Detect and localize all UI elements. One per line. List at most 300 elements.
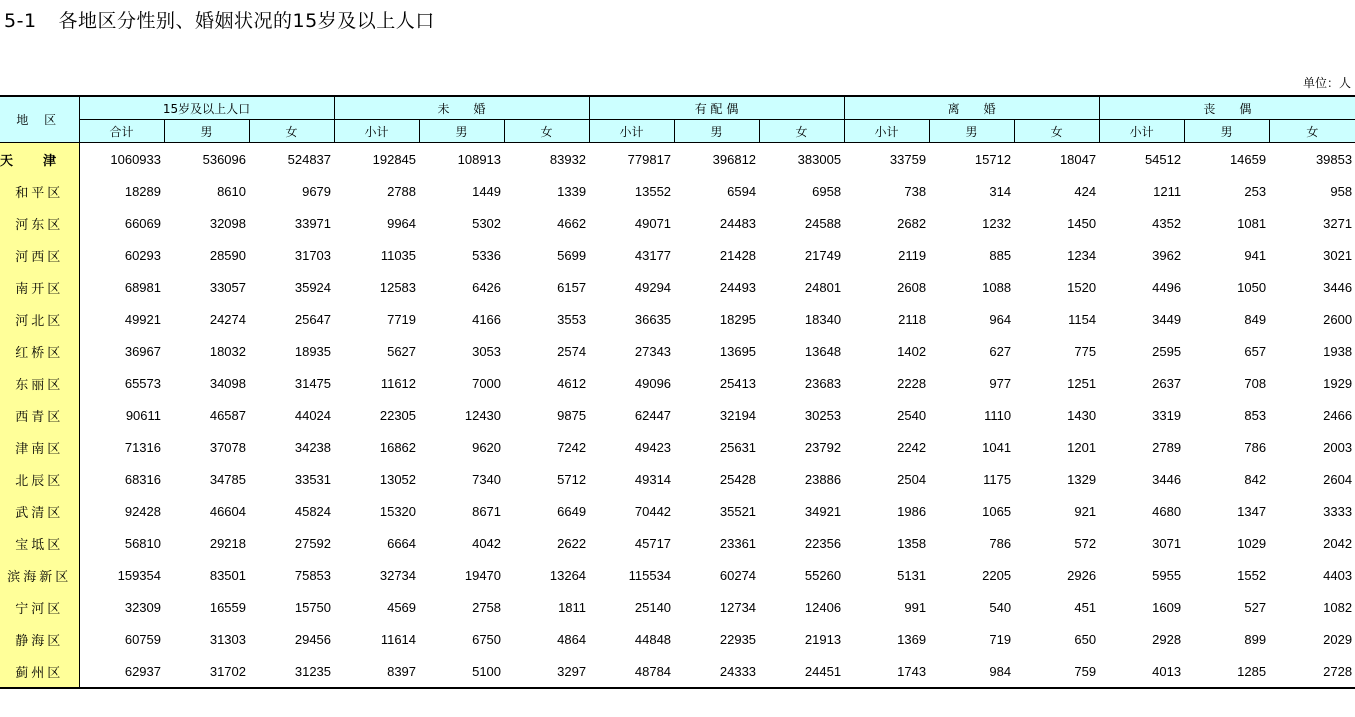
value-cell: 1065 <box>982 503 1012 519</box>
value-cell: 2504 <box>897 471 927 487</box>
header-group-row <box>0 96 1355 120</box>
value-cell: 34098 <box>209 375 246 391</box>
value-cell: 5955 <box>1152 567 1182 583</box>
value-cell: 1929 <box>1323 375 1353 391</box>
value-cell: 899 <box>1244 631 1267 647</box>
table-body <box>0 143 1355 689</box>
value-cell: 24493 <box>719 279 757 295</box>
value-cell: 18295 <box>719 311 757 327</box>
value-cell: 30253 <box>804 407 842 423</box>
value-cell: 6958 <box>812 183 842 199</box>
value-cell: 49314 <box>634 471 672 487</box>
value-cell: 31235 <box>294 663 332 679</box>
value-cell: 36635 <box>634 311 672 327</box>
value-cell: 24483 <box>719 215 757 231</box>
region-cell <box>0 143 87 176</box>
value-cell: 1234 <box>1067 247 1097 263</box>
value-cell: 62937 <box>124 663 161 679</box>
value-cell: 1520 <box>1067 279 1097 295</box>
value-cell: 4496 <box>1152 279 1182 295</box>
value-cell: 12430 <box>464 407 502 423</box>
column-header: 小计 <box>334 120 419 143</box>
value-cell: 3553 <box>557 311 587 327</box>
value-cell: 842 <box>1244 471 1267 487</box>
table-row <box>0 591 1355 623</box>
group-header-widowed: 丧 偶 <box>1099 96 1355 120</box>
value-cell: 3446 <box>1152 471 1182 487</box>
value-cell: 33531 <box>294 471 332 487</box>
value-cell: 90611 <box>125 407 161 423</box>
value-cell: 8671 <box>472 503 502 519</box>
table-row <box>0 239 1355 271</box>
value-cell: 2574 <box>557 343 587 359</box>
column-header: 男 <box>164 120 249 143</box>
value-cell: 25647 <box>294 311 332 327</box>
value-cell: 21913 <box>804 631 842 647</box>
value-cell: 708 <box>1244 375 1267 391</box>
value-cell: 49096 <box>634 375 672 391</box>
value-cell: 964 <box>989 311 1012 327</box>
column-header: 男 <box>419 120 504 143</box>
column-header: 小计 <box>1099 120 1184 143</box>
value-cell: 192845 <box>372 151 417 167</box>
table-row <box>0 431 1355 463</box>
value-cell: 13695 <box>719 343 757 359</box>
value-cell: 2540 <box>897 407 927 423</box>
value-cell: 1430 <box>1067 407 1097 423</box>
value-cell: 33971 <box>294 215 332 231</box>
column-header: 男 <box>1184 120 1269 143</box>
value-cell: 31303 <box>209 631 246 647</box>
page-title <box>4 6 435 33</box>
value-cell: 958 <box>1330 183 1353 199</box>
value-cell: 33057 <box>209 279 246 295</box>
value-cell: 3333 <box>1323 503 1353 519</box>
value-cell: 75853 <box>294 567 332 583</box>
value-cell: 39853 <box>1315 151 1353 167</box>
value-cell: 18032 <box>209 343 246 359</box>
value-cell: 4013 <box>1152 663 1182 679</box>
value-cell: 60293 <box>124 247 161 263</box>
value-cell: 2789 <box>1152 439 1182 455</box>
value-cell: 49921 <box>124 311 161 327</box>
value-cell: 6649 <box>557 503 587 519</box>
region-label: 天津 <box>0 153 87 169</box>
value-cell: 8397 <box>387 663 417 679</box>
value-cell: 8610 <box>217 183 246 199</box>
value-cell: 108913 <box>457 151 502 167</box>
column-header: 男 <box>674 120 759 143</box>
value-cell: 29218 <box>209 535 246 551</box>
table-row <box>0 655 1355 688</box>
value-cell: 6426 <box>472 279 502 295</box>
value-cell: 1154 <box>1068 311 1097 327</box>
value-cell: 46587 <box>209 407 246 423</box>
value-cell: 34785 <box>209 471 246 487</box>
value-cell: 3021 <box>1323 247 1353 263</box>
value-cell: 738 <box>904 183 927 199</box>
value-cell: 1285 <box>1237 663 1267 679</box>
value-cell: 1041 <box>982 439 1012 455</box>
region-header: 地 区 <box>0 96 79 143</box>
value-cell: 44848 <box>634 631 672 647</box>
value-cell: 1050 <box>1237 279 1267 295</box>
column-header: 女 <box>759 120 844 143</box>
value-cell: 25631 <box>719 439 757 455</box>
value-cell: 2728 <box>1323 663 1353 679</box>
value-cell: 786 <box>1244 439 1267 455</box>
value-cell: 451 <box>1074 599 1097 615</box>
value-cell: 11612 <box>380 375 417 391</box>
value-cell: 536096 <box>202 151 246 167</box>
value-cell: 5131 <box>897 567 927 583</box>
value-cell: 18935 <box>294 343 332 359</box>
value-cell: 1339 <box>557 183 587 199</box>
value-cell: 3319 <box>1152 407 1182 423</box>
value-cell: 15320 <box>379 503 417 519</box>
value-cell: 4042 <box>472 535 502 551</box>
value-cell: 5336 <box>472 247 502 263</box>
value-cell: 70442 <box>634 503 672 519</box>
value-cell: 24588 <box>804 215 842 231</box>
value-cell: 2682 <box>897 215 927 231</box>
value-cell: 524837 <box>287 151 332 167</box>
value-cell: 991 <box>904 599 927 615</box>
value-cell: 49423 <box>634 439 672 455</box>
table-row <box>0 527 1355 559</box>
value-cell: 383005 <box>797 151 842 167</box>
population-table <box>0 95 1355 689</box>
value-cell: 1082 <box>1323 599 1353 615</box>
value-cell: 1110 <box>984 407 1012 423</box>
table-row <box>0 623 1355 655</box>
value-cell: 14659 <box>1229 151 1267 167</box>
value-cell: 314 <box>989 183 1012 199</box>
value-cell: 540 <box>989 599 1012 615</box>
value-cell: 3449 <box>1152 311 1182 327</box>
value-cell: 2604 <box>1323 471 1353 487</box>
region-cell: 宝坻区 <box>0 527 79 559</box>
column-header: 合计 <box>79 120 164 143</box>
value-cell: 5712 <box>557 471 587 487</box>
table-row <box>0 175 1355 207</box>
value-cell: 921 <box>1074 503 1097 519</box>
value-cell: 45717 <box>634 535 672 551</box>
group-header-married: 有 配 偶 <box>589 96 844 120</box>
value-cell: 23792 <box>804 439 842 455</box>
group-header-divorced: 离 婚 <box>844 96 1099 120</box>
value-cell: 5100 <box>472 663 502 679</box>
value-cell: 1358 <box>897 535 927 551</box>
table-row <box>0 495 1355 527</box>
value-cell: 7000 <box>472 375 502 391</box>
value-cell: 657 <box>1244 343 1267 359</box>
table-row <box>0 463 1355 495</box>
region-cell: 蓟州区 <box>0 655 79 688</box>
value-cell: 25140 <box>634 599 672 615</box>
value-cell: 48784 <box>634 663 672 679</box>
value-cell: 6664 <box>387 535 417 551</box>
value-cell: 11035 <box>380 247 417 263</box>
value-cell: 1609 <box>1152 599 1182 615</box>
value-cell: 527 <box>1244 599 1267 615</box>
region-cell: 和平区 <box>0 175 79 207</box>
value-cell: 6594 <box>727 183 757 199</box>
value-cell: 6750 <box>472 631 502 647</box>
value-cell: 34921 <box>804 503 842 519</box>
value-cell: 3297 <box>557 663 587 679</box>
value-cell: 1449 <box>472 183 502 199</box>
region-cell: 东丽区 <box>0 367 79 399</box>
value-cell: 1938 <box>1323 343 1353 359</box>
region-cell: 河西区 <box>0 239 79 271</box>
value-cell: 424 <box>1074 183 1097 199</box>
value-cell: 36967 <box>124 343 161 359</box>
value-cell: 2466 <box>1323 407 1353 423</box>
value-cell: 2228 <box>897 375 927 391</box>
value-cell: 2928 <box>1152 631 1182 647</box>
value-cell: 2042 <box>1323 535 1353 551</box>
value-cell: 9875 <box>557 407 587 423</box>
value-cell: 3053 <box>472 343 502 359</box>
value-cell: 115534 <box>628 567 672 583</box>
value-cell: 37078 <box>209 439 246 455</box>
value-cell: 68981 <box>124 279 161 295</box>
value-cell: 18047 <box>1059 151 1097 167</box>
value-cell: 68316 <box>124 471 161 487</box>
value-cell: 83501 <box>209 567 246 583</box>
value-cell: 1232 <box>982 215 1012 231</box>
value-cell: 24333 <box>719 663 757 679</box>
value-cell: 60274 <box>719 567 757 583</box>
value-cell: 9620 <box>472 439 502 455</box>
column-header: 小计 <box>844 120 929 143</box>
value-cell: 24451 <box>804 663 842 679</box>
value-cell: 49294 <box>634 279 672 295</box>
column-header: 小计 <box>589 120 674 143</box>
value-cell: 2600 <box>1323 311 1353 327</box>
value-cell: 13052 <box>379 471 417 487</box>
value-cell: 16862 <box>379 439 417 455</box>
value-cell: 12406 <box>804 599 842 615</box>
value-cell: 779817 <box>627 151 672 167</box>
value-cell: 650 <box>1074 631 1097 647</box>
value-cell: 31702 <box>209 663 246 679</box>
region-cell: 河东区 <box>0 207 79 239</box>
region-cell: 宁河区 <box>0 591 79 623</box>
value-cell: 32734 <box>379 567 417 583</box>
value-cell: 11614 <box>380 631 417 647</box>
value-cell: 25428 <box>719 471 757 487</box>
table-row <box>0 207 1355 239</box>
value-cell: 13648 <box>804 343 842 359</box>
value-cell: 65573 <box>124 375 161 391</box>
table-row <box>0 303 1355 335</box>
value-cell: 60759 <box>124 631 161 647</box>
table-title: 各地区分性别、婚姻状况的15岁及以上人口 <box>58 10 435 32</box>
value-cell: 13264 <box>549 567 587 583</box>
value-cell: 572 <box>1074 535 1097 551</box>
value-cell: 23361 <box>719 535 757 551</box>
value-cell: 3962 <box>1152 247 1182 263</box>
value-cell: 396812 <box>712 151 757 167</box>
value-cell: 853 <box>1244 407 1267 423</box>
region-cell: 南开区 <box>0 271 79 303</box>
value-cell: 44024 <box>294 407 332 423</box>
region-cell: 津南区 <box>0 431 79 463</box>
table-row <box>0 335 1355 367</box>
region-cell: 西青区 <box>0 399 79 431</box>
value-cell: 22305 <box>379 407 417 423</box>
column-header: 女 <box>504 120 589 143</box>
value-cell: 2595 <box>1152 343 1182 359</box>
column-header: 女 <box>1269 120 1355 143</box>
value-cell: 12734 <box>719 599 757 615</box>
region-cell: 红桥区 <box>0 335 79 367</box>
value-cell: 1986 <box>897 503 927 519</box>
value-cell: 2608 <box>897 279 927 295</box>
value-cell: 786 <box>989 535 1012 551</box>
value-cell: 27592 <box>294 535 332 551</box>
value-cell: 159354 <box>117 567 161 583</box>
value-cell: 7242 <box>557 439 587 455</box>
column-header: 男 <box>929 120 1014 143</box>
value-cell: 4662 <box>557 215 587 231</box>
value-cell: 4166 <box>472 311 502 327</box>
region-cell: 武清区 <box>0 495 79 527</box>
value-cell: 7340 <box>472 471 502 487</box>
value-cell: 885 <box>989 247 1012 263</box>
value-cell: 2758 <box>472 599 502 615</box>
value-cell: 23683 <box>804 375 842 391</box>
value-cell: 35521 <box>719 503 757 519</box>
value-cell: 2119 <box>898 247 927 263</box>
value-cell: 18289 <box>124 183 161 199</box>
value-cell: 719 <box>989 631 1012 647</box>
value-cell: 49071 <box>634 215 672 231</box>
table-row <box>0 367 1355 399</box>
value-cell: 9964 <box>387 215 417 231</box>
table-number: 5-1 <box>4 10 37 32</box>
value-cell: 32098 <box>209 215 246 231</box>
value-cell: 4864 <box>557 631 587 647</box>
value-cell: 1211 <box>1153 183 1182 199</box>
value-cell: 16559 <box>209 599 246 615</box>
value-cell: 45824 <box>294 503 332 519</box>
value-cell: 4612 <box>557 375 587 391</box>
value-cell: 1552 <box>1237 567 1267 583</box>
value-cell: 1175 <box>983 471 1012 487</box>
value-cell: 775 <box>1074 343 1097 359</box>
value-cell: 24801 <box>804 279 842 295</box>
value-cell: 32194 <box>719 407 757 423</box>
value-cell: 1402 <box>897 343 927 359</box>
value-cell: 1060933 <box>110 151 161 167</box>
table-row <box>0 399 1355 431</box>
column-header: 女 <box>1014 120 1099 143</box>
value-cell: 3446 <box>1323 279 1353 295</box>
value-cell: 15750 <box>294 599 332 615</box>
value-cell: 62447 <box>634 407 672 423</box>
value-cell: 55260 <box>804 567 842 583</box>
value-cell: 21428 <box>719 247 757 263</box>
value-cell: 3071 <box>1152 535 1182 551</box>
value-cell: 941 <box>1244 247 1267 263</box>
value-cell: 1251 <box>1067 375 1097 391</box>
value-cell: 2029 <box>1323 631 1353 647</box>
value-cell: 1450 <box>1067 215 1097 231</box>
table-row <box>0 559 1355 591</box>
header-sub-row <box>0 120 1355 143</box>
value-cell: 13552 <box>634 183 672 199</box>
value-cell: 1201 <box>1067 439 1097 455</box>
value-cell: 32309 <box>124 599 161 615</box>
value-cell: 1369 <box>897 631 927 647</box>
value-cell: 43177 <box>634 247 672 263</box>
value-cell: 759 <box>1074 663 1097 679</box>
value-cell: 7719 <box>387 311 417 327</box>
value-cell: 31475 <box>294 375 332 391</box>
value-cell: 977 <box>989 375 1012 391</box>
value-cell: 25413 <box>719 375 757 391</box>
region-cell: 滨海新区 <box>0 559 79 591</box>
value-cell: 34238 <box>294 439 332 455</box>
value-cell: 29456 <box>294 631 332 647</box>
value-cell: 4403 <box>1323 567 1353 583</box>
value-cell: 1811 <box>558 599 587 615</box>
value-cell: 2003 <box>1323 439 1353 455</box>
value-cell: 23886 <box>804 471 842 487</box>
value-cell: 22935 <box>719 631 757 647</box>
value-cell: 2242 <box>897 439 927 455</box>
table-row <box>0 271 1355 303</box>
value-cell: 66069 <box>124 215 161 231</box>
unit-label: 单位：人 <box>1302 76 1351 90</box>
region-cell: 静海区 <box>0 623 79 655</box>
value-cell: 4680 <box>1152 503 1182 519</box>
value-cell: 1081 <box>1237 215 1267 231</box>
value-cell: 54512 <box>1144 151 1182 167</box>
value-cell: 849 <box>1244 311 1267 327</box>
value-cell: 2205 <box>982 567 1012 583</box>
value-cell: 15712 <box>974 151 1012 167</box>
value-cell: 6157 <box>557 279 587 295</box>
value-cell: 92428 <box>124 503 161 519</box>
value-cell: 9679 <box>302 183 332 199</box>
value-cell: 2118 <box>898 311 927 327</box>
region-cell: 北辰区 <box>0 463 79 495</box>
value-cell: 12583 <box>379 279 417 295</box>
column-header: 女 <box>249 120 334 143</box>
value-cell: 1743 <box>897 663 927 679</box>
table-row <box>0 143 1355 176</box>
value-cell: 4569 <box>387 599 417 615</box>
value-cell: 18340 <box>804 311 842 327</box>
value-cell: 71316 <box>124 439 161 455</box>
value-cell: 2637 <box>1152 375 1182 391</box>
value-cell: 35924 <box>294 279 332 295</box>
value-cell: 28590 <box>209 247 246 263</box>
value-cell: 24274 <box>209 311 246 327</box>
value-cell: 5699 <box>557 247 587 263</box>
value-cell: 2622 <box>557 535 587 551</box>
value-cell: 1088 <box>982 279 1012 295</box>
value-cell: 2788 <box>387 183 417 199</box>
value-cell: 1029 <box>1237 535 1267 551</box>
group-header-population: 15岁及以上人口 <box>79 96 334 120</box>
value-cell: 4352 <box>1152 215 1182 231</box>
group-header-unmarried: 未 婚 <box>334 96 589 120</box>
